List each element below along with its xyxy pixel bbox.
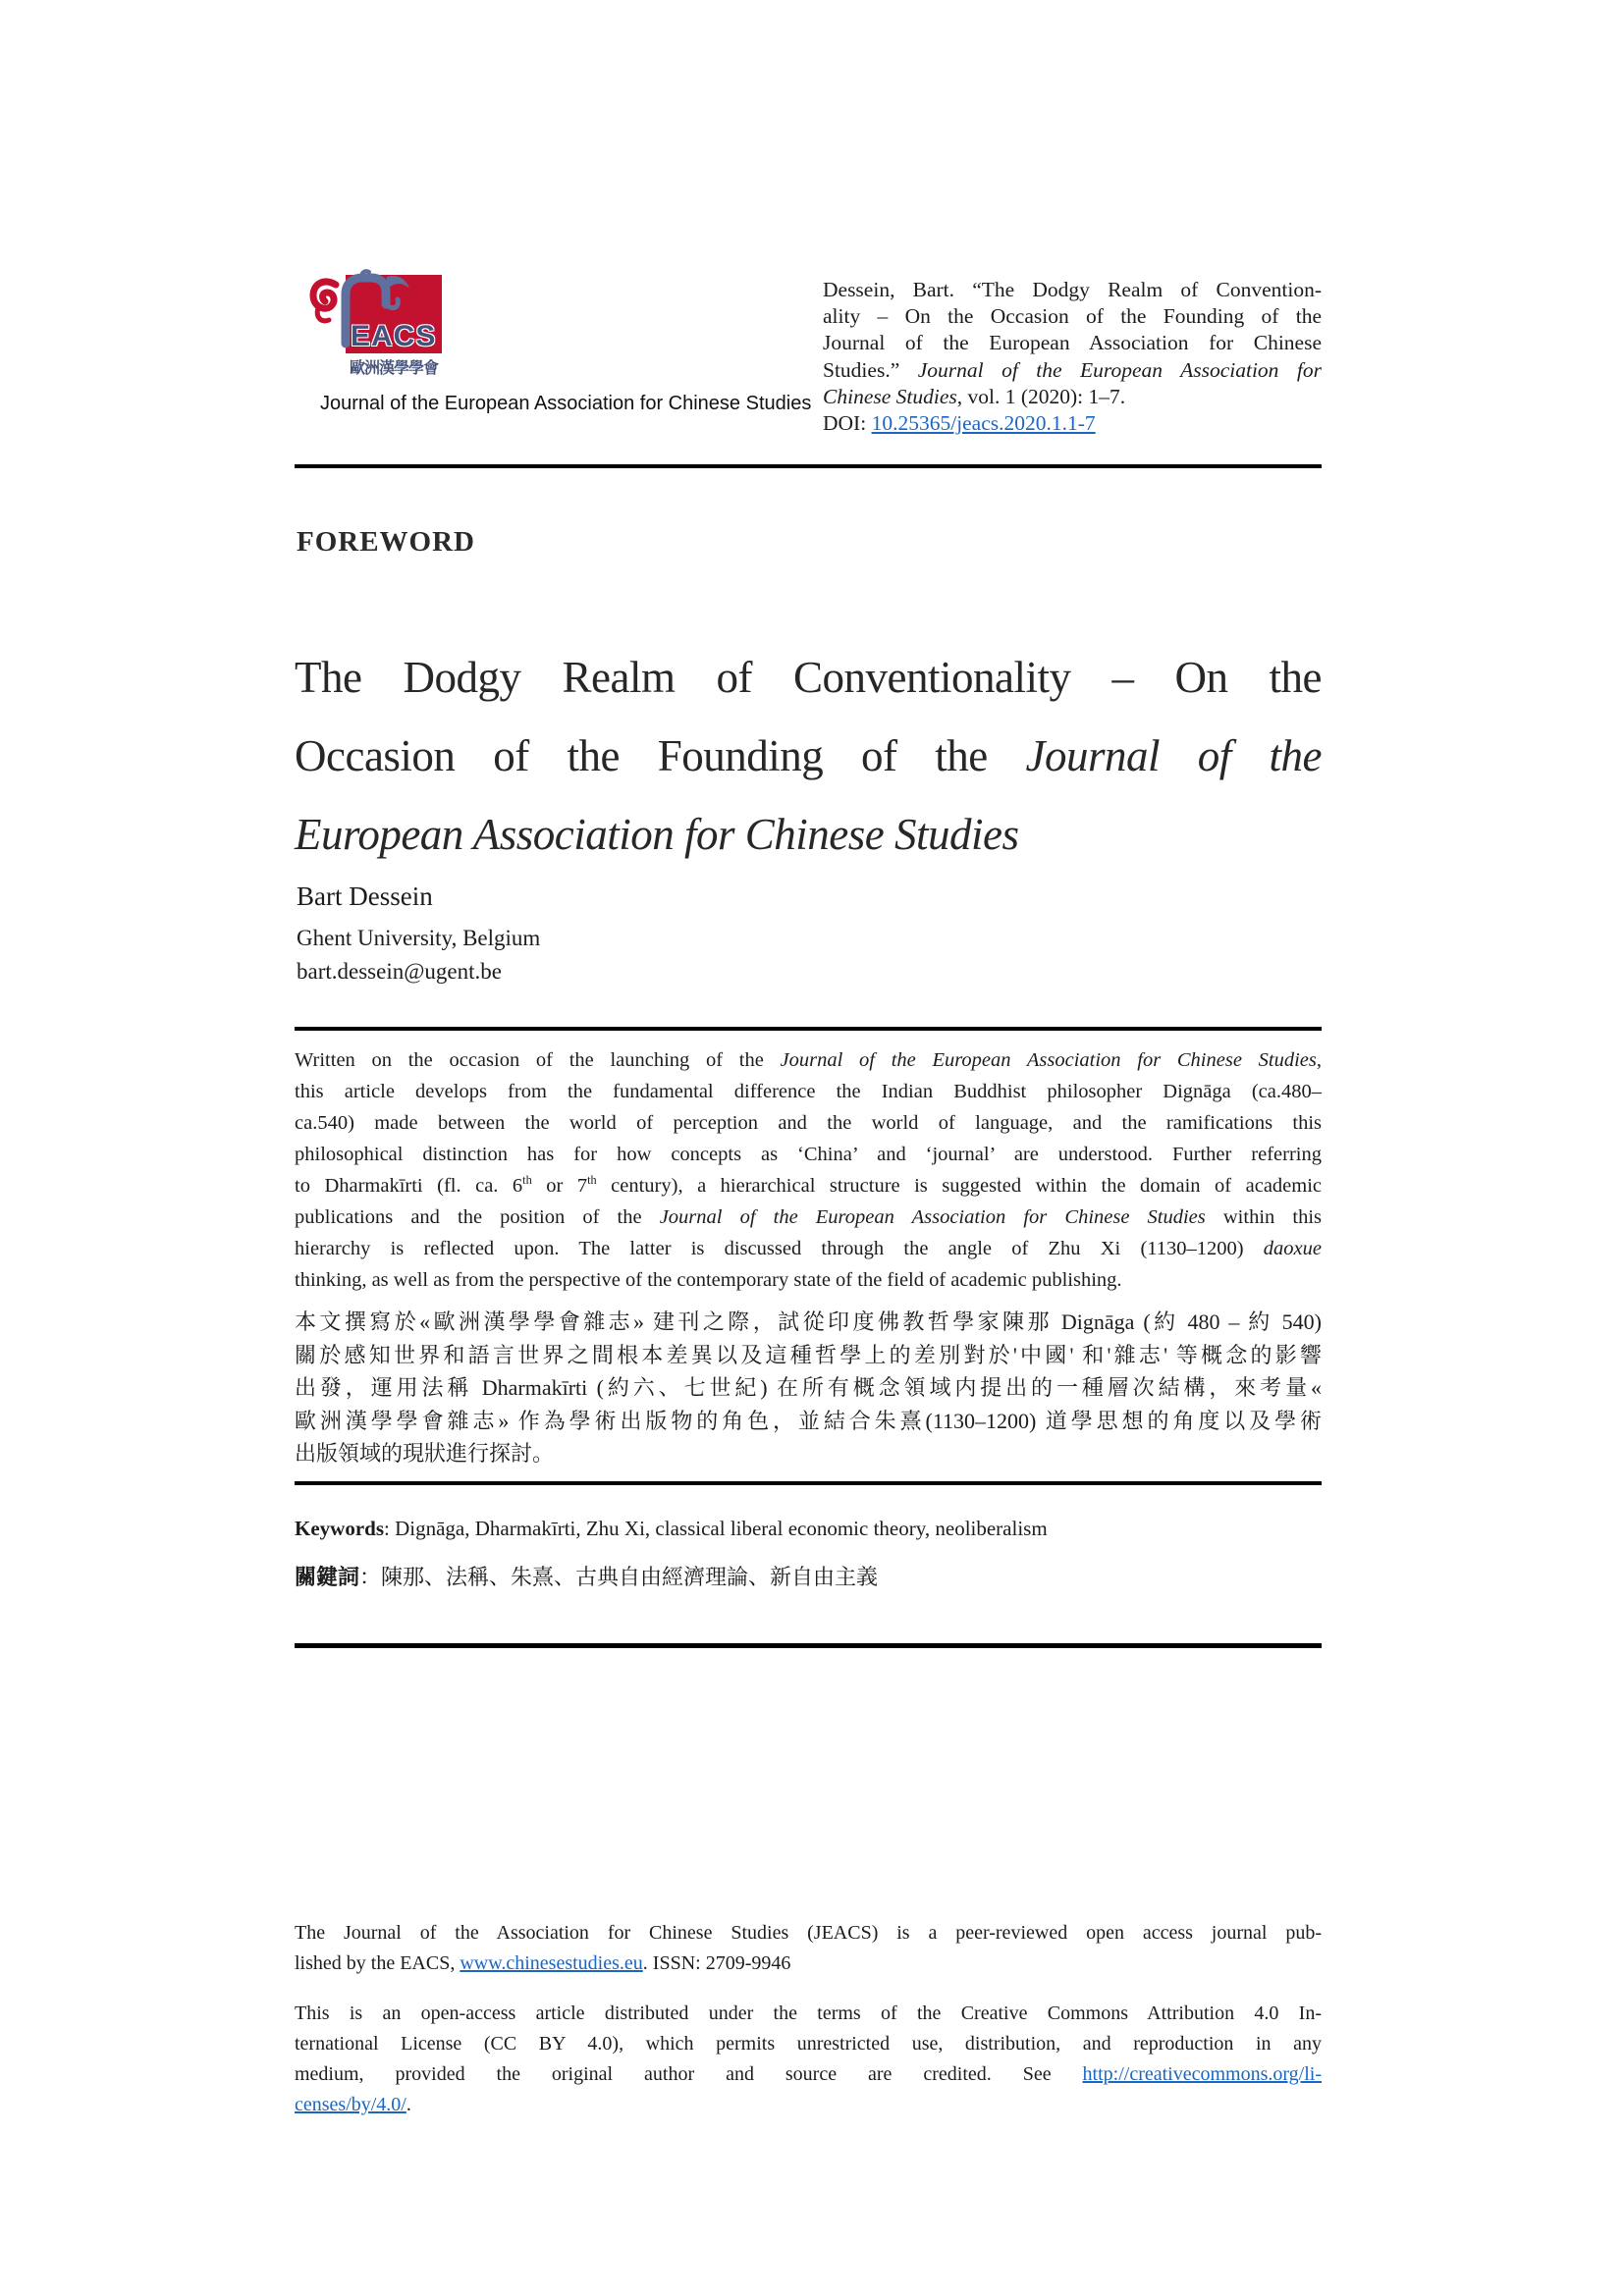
cc-license-link[interactable]: censes/by/4.0/	[295, 2094, 406, 2115]
separator-rule-abstract	[295, 1027, 1322, 1031]
journal-website-link[interactable]: www.chinesestudies.eu	[460, 1952, 643, 1974]
author-email: bart.dessein@ugent.be	[297, 959, 502, 984]
footer-journal-info: The Journal of the Association for Chinese Studies (JEACS) is a peer-reviewed open access journal pub- lished by the EACS, www.chinesestudies.eu. ISSN: 2709-9946	[295, 1922, 1322, 1974]
citation-block: Dessein, Bart. “The Dodgy Realm of Convention- ality – On the Occasion of the Founding of the Journal of the European Association for Chinese Studies.” Journal of the European Association for Chinese Studies, vol. 1 (2020): 1–7. DOI: 10.25365/jeacs.2020.1.1-7	[823, 278, 1323, 436]
section-label: FOREWORD	[297, 526, 475, 558]
abstract-english: Written on the occasion of the launching of the Journal of the European Association for Chinese Studies, this article develops from the fundamental difference the Indian Buddhist philosopher Dignāga (ca.480– ca.540) made between the world of perception and the world of language, and the ramifications this philosophical distinction has for how concepts as ‘China’ and ‘journal’ are understood. Further referring to Dharmakīrti (fl. ca. 6th or 7th century), a hierarchical structure is suggested within the domain of academic publications and the position of the Journal of the European Association for Chinese Studies within this hierarchy is reflected upon. The latter is discussed through the angle of Zhu Xi (1130–1200) daoxue thinking, as well as from the perspective of the contemporary state of the field of academic publishing.	[295, 1049, 1323, 1291]
logo-eacs-text: EACS	[351, 320, 437, 352]
author-block	[297, 881, 540, 988]
article-title: The Dodgy Realm of Conventionality – On the Occasion of the Founding of the Journal of the European Association for Chinese Studies	[295, 653, 1323, 859]
logo-banner-text: 歐洲漢學學會	[346, 353, 442, 379]
separator-rule-bottom	[295, 1643, 1322, 1648]
logo-caption: Journal of the European Association for Chinese Studies	[320, 393, 812, 414]
author-name: Bart Dessein	[297, 881, 433, 911]
keywords-english: Keywords: Dignāga, Dharmakīrti, Zhu Xi, classical liberal economic theory, neoliberalism	[295, 1517, 1048, 1540]
eacs-logo	[306, 267, 812, 414]
separator-rule-keywords	[295, 1481, 1322, 1485]
footer-license-info: This is an open-access article distributed under the terms of the Creative Commons Attribution 4.0 In- ternational License (CC BY 4.0), which permits unrestricted use, distribution, and reproduction in any medium, provided the original author and source are credited. See http://creativecommons.org/li- censes/by/4.0/.	[295, 2002, 1322, 2115]
author-affiliation: Ghent University, Belgium	[297, 926, 541, 950]
keywords-chinese: 關鍵詞：陳那、法稱、朱熹、古典自由經濟理論、新自由主義	[295, 1565, 879, 1589]
doi-link[interactable]: 10.25365/jeacs.2020.1.1-7	[871, 411, 1096, 436]
separator-rule-top	[295, 464, 1322, 468]
page-content	[295, 0, 1322, 2296]
page-header	[295, 267, 1322, 434]
cc-license-link[interactable]: http://creativecommons.org/li-	[1082, 2063, 1322, 2085]
abstract-chinese: 本文撰寫於«歐洲漢學學會雜志» 建刊之際，試從印度佛教哲學家陳那 Dignāga (約 480 – 約 540) 關於感知世界和語言世界之間根本差異以及這種哲學上的差別對於'中國' 和'雜志' 等概念的影響 出發，運用法稱 Dharmakīrti (約六、七世紀) 在所有概念領域内提出的一種層次結構，來考量« 歐洲漢學學會雜志» 作為學術出版物的角色，並結合朱熹(1130–1200) 道學思想的角度以及學術 出版領域的現狀進行探討。	[295, 1309, 1322, 1466]
